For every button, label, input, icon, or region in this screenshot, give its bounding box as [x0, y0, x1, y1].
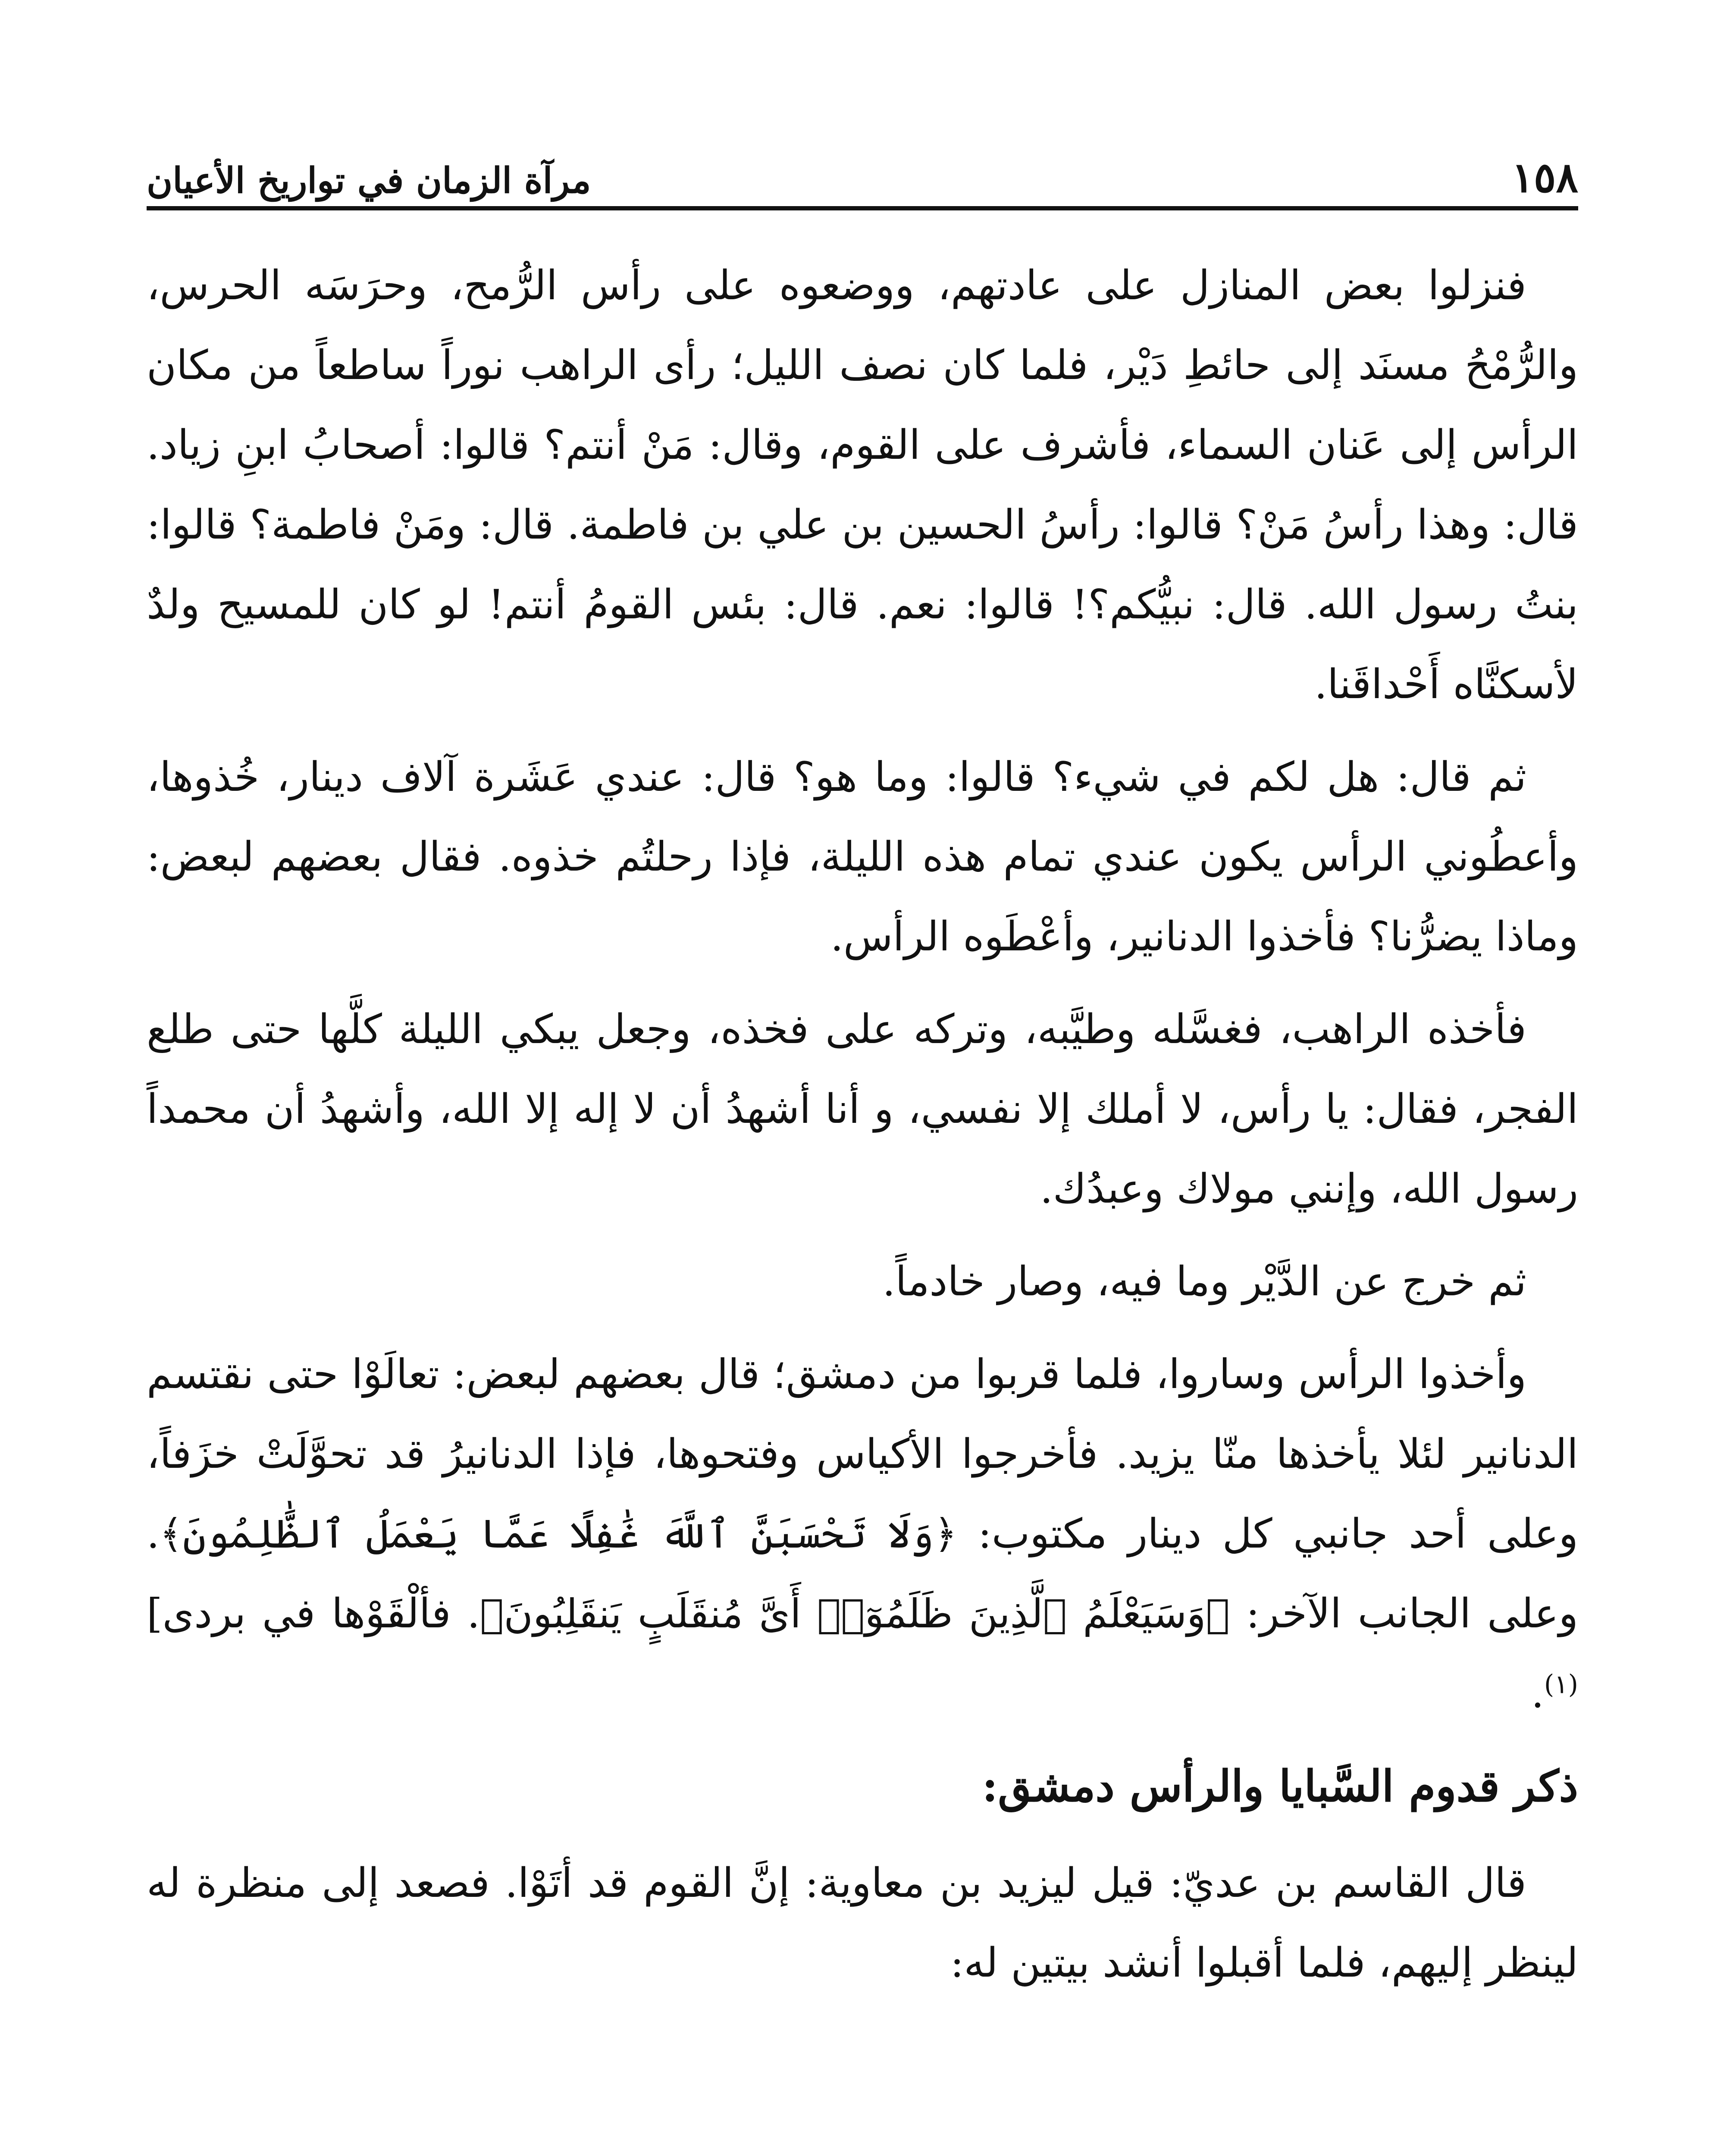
- paragraph-5-text-a: وأخذوا الرأس وساروا، فلما قربوا من دمشق؛ قال بعضهم لبعض: تعالَوْا حتى نقتسم الدنانير لئلا يأخذها منّا يزيد. فأخرجوا الأكياس وفتحوها، فإذا الدنانيرُ قد تحوَّلَتْ خزَفاً، وعلى أحد جانبي كل دينار مكتوب:: [147, 1351, 1578, 1557]
- quran-verse-2: ﴿وَسَيَعْلَمُ ٱلَّذِينَ ظَلَمُوٓا۟ أَىَّ مُنقَلَبٍ يَنقَلِبُونَ﴾: [480, 1591, 1230, 1637]
- header-rule: [147, 206, 1578, 210]
- paragraph-5-text-b: . وعلى الجانب الآخر:: [147, 1510, 1578, 1637]
- main-text: [147, 246, 1578, 2016]
- book-title: مرآة الزمان في تواريخ الأعيان: [147, 160, 591, 201]
- paragraph-5-text-c: . فألْقَوْها في بردى]: [147, 1590, 480, 1637]
- paragraph-6: قال القاسم بن عديّ: قيل ليزيد بن معاوية: إنَّ القوم قد أتَوْا. فصعد إلى منظرة له لينظر إليهم، فلما أقبلوا أنشد بيتين له:: [147, 1860, 1578, 1987]
- section-heading: ذكر قدوم السَّبايا والرأس دمشق:: [982, 1761, 1578, 1811]
- page-number: ١٥٨: [1511, 153, 1578, 202]
- quran-verse-1: ﴿وَلَا تَحْسَبَنَّ ٱللَّهَ غَٰفِلًا عَمَّا يَعْمَلُ ٱلظَّٰلِمُونَ﴾: [159, 1511, 957, 1557]
- paragraph-5: [147, 1335, 1578, 1733]
- book-page: [147, 129, 1578, 2156]
- running-header: [147, 147, 1578, 202]
- paragraph-3: فأخذه الراهب، فغسَّله وطيَّبه، وتركه على فخذه، وجعل يبكي الليلة كلَّها حتى طلع الفجر، فقال: يا رأس، لا أملك إلا نفسي، و أنا أشهدُ أن لا إله إلا الله، وأشهدُ أن محمداً رسول الله، وإنني مولاك وعبدُك.: [147, 1006, 1578, 1213]
- footnote-reference: (١): [1544, 1669, 1578, 1700]
- paragraph-1: فنزلوا بعض المنازل على عادتهم، ووضعوه على رأس الرُّمح، وحرَسَه الحرس، والرُّمْحُ مسنَد إلى حائطِ دَيْر، فلما كان نصف الليل؛ رأى الراهب نوراً ساطعاً من مكان الرأس إلى عَنان السماء، فأشرف على القوم، وقال: مَنْ أنتم؟ قالوا: أصحابُ ابنِ زياد. قال: وهذا رأسُ مَنْ؟ قالوا: رأسُ الحسين بن علي بن فاطمة. قال: ومَنْ فاطمة؟ قالوا: بنتُ رسول الله. قال: نبيُّكم؟! قالوا: نعم. قال: بئس القومُ أنتم! لو كان للمسيح ولدٌ لأسكنَّاه أَحْداقَنا.: [147, 262, 1578, 708]
- paragraph-5-end: .: [1531, 1670, 1544, 1717]
- paragraph-4: ثم خرج عن الدَّيْر وما فيه، وصار خادماً.: [882, 1258, 1526, 1305]
- paragraph-2: ثم قال: هل لكم في شيء؟ قالوا: وما هو؟ قال: عندي عَشَرة آلاف دينار، خُذوها، وأعطُوني الرأس يكون عندي تمام هذه الليلة، فإذا رحلتُم خذوه. فقال بعضهم لبعض: وماذا يضرُّنا؟ فأخذوا الدنانير، وأعْطَوه الرأس.: [147, 754, 1578, 960]
